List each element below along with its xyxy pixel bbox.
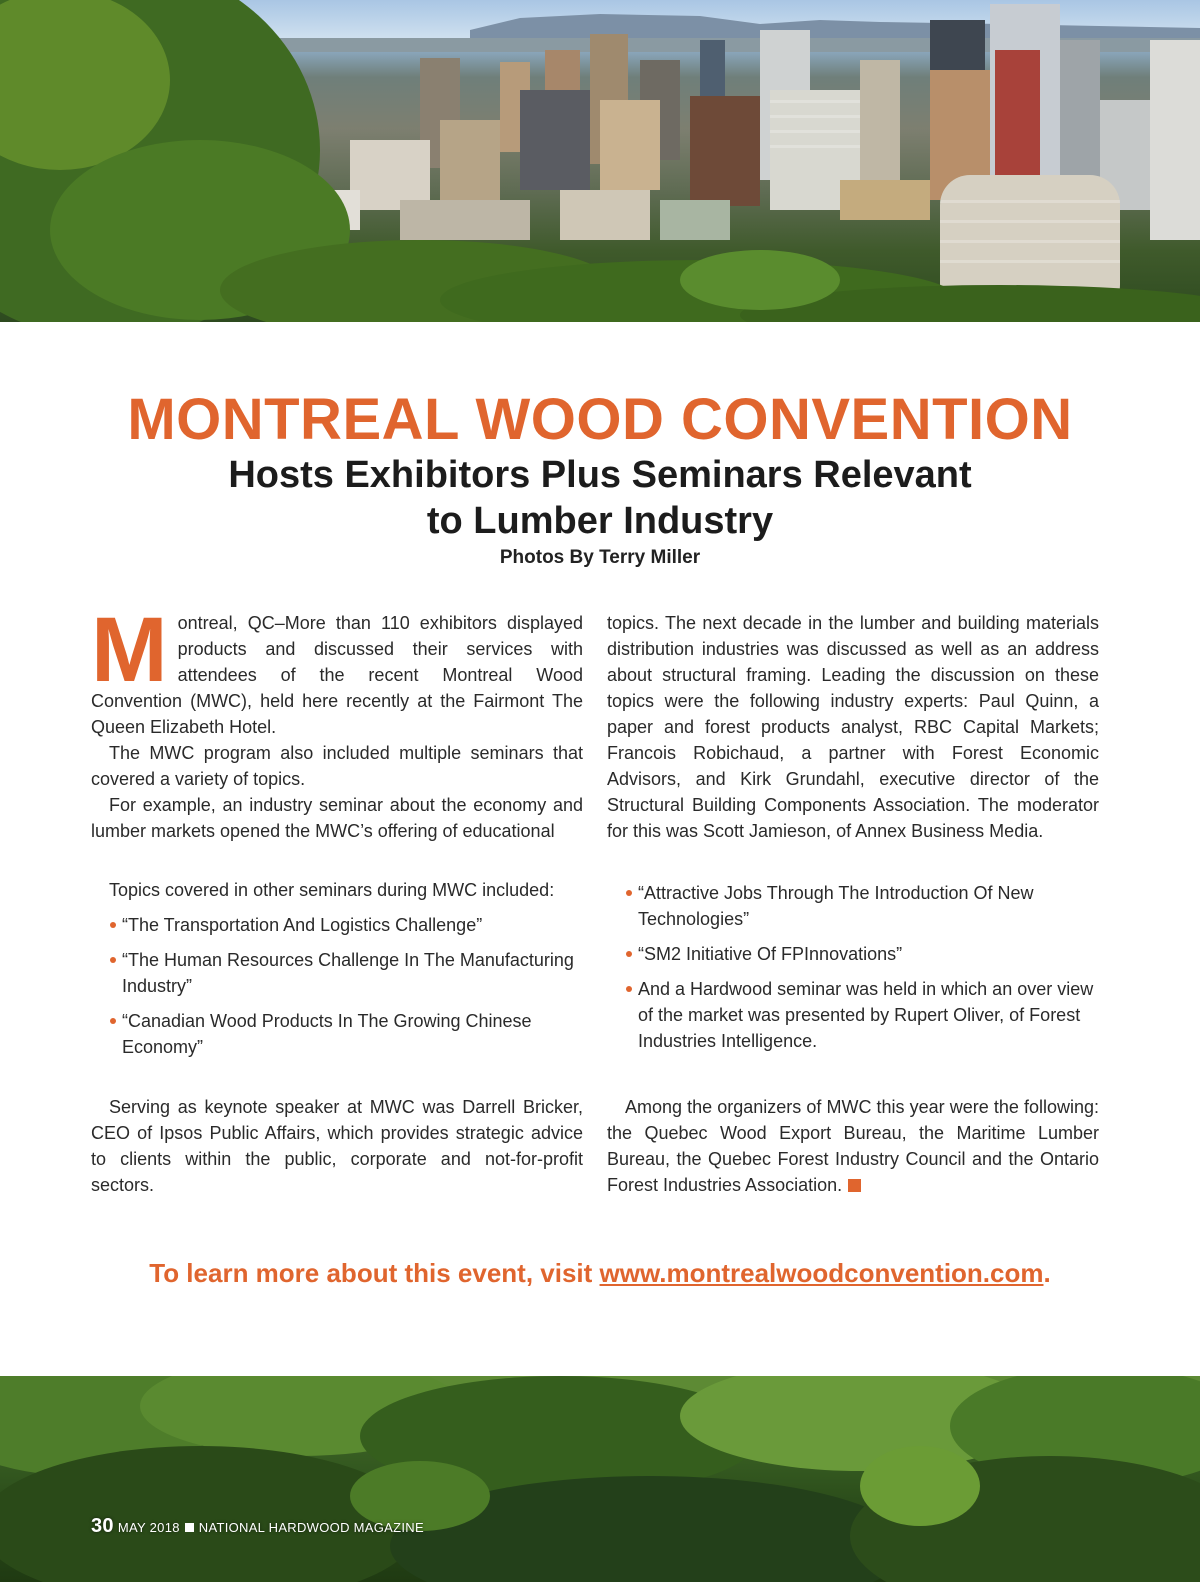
article-column-right (607, 610, 1099, 844)
paragraph-intro: ontreal, QC–More than 110 exhibitors displayed products and discussed their services with attendees of the recent Montreal Wood Convention (MWC), held here recently at the Fairmont The Queen Elizabeth Hotel. (91, 613, 583, 737)
article-column-bottom-left (91, 1094, 583, 1198)
photo-credit: Photos By Terry Miller (499, 547, 701, 568)
paragraph-keynote: Serving as keynote speaker at MWC was Darrell Bricker, CEO of Ipsos Public Affairs, which provides strategic advice to clients within the public, corporate and not-for-profit sectors. (91, 1097, 583, 1195)
issue-date: MAY 2018 (117, 1520, 180, 1535)
page-number: 30 (91, 1515, 114, 1537)
paragraph-topics: topics. The next decade in the lumber and building materials distribution industries was discussed as well as an address about structural framing. Leading the discussion on these topics were the following industry experts: Paul Quinn, a paper and forest products analyst, RBC Capital Markets; Francois Robichaud, a partner with Forest Economic Advisors, and Kirk Grundahl, executive director of the Structural Building Components Association. The moderator for this was Scott Jamieson, of Annex Business Media. (607, 613, 1099, 841)
cta-prefix: To learn more about this event, visit (149, 1258, 600, 1288)
list-item: “The Human Resources Challenge In The Manufacturing Industry” (109, 947, 589, 999)
cta-suffix: . (1043, 1258, 1051, 1288)
list-item: “SM2 Initiative Of FPInnovations” (625, 941, 1095, 967)
page-folio (91, 1515, 424, 1538)
paragraph-organizers: Among the organizers of MWC this year were the following: the Quebec Wood Export Bureau, the Maritime Lumber Bureau, the Quebec Forest Industry Council and the Ontario Forest Industries Association. (607, 1097, 1099, 1195)
article-column-bottom-right (607, 1094, 1099, 1198)
list-intro: Topics covered in other seminars during MWC included: (109, 880, 555, 900)
separator-square-icon (185, 1523, 194, 1532)
skyline-illustration (0, 0, 1200, 322)
paragraph-seminars: The MWC program also included multiple seminars that covered a variety of topics. (91, 743, 583, 789)
list-item: And a Hardwood seminar was held in which an over view of the market was presented by Rupert Oliver, of Forest Industries Intelligence. (625, 976, 1095, 1054)
article-title: MONTREAL WOOD CONVENTION (127, 387, 1073, 452)
drop-cap: M (91, 599, 168, 701)
end-mark-icon (848, 1179, 861, 1192)
publication-name: NATIONAL HARDWOOD MAGAZINE (198, 1520, 424, 1535)
list-item: “The Transportation And Logistics Challenge” (109, 912, 589, 938)
paragraph-example: For example, an industry seminar about the economy and lumber markets opened the MWC’s offering of educational (91, 795, 583, 841)
article-subtitle (150, 452, 1050, 544)
subtitle-line-1: Hosts Exhibitors Plus Seminars Relevant (228, 454, 972, 496)
event-website-link[interactable]: www.montrealwoodconvention.com (599, 1258, 1044, 1288)
article-column-left (91, 599, 583, 844)
foliage-photo (0, 1376, 1200, 1582)
list-item: “Attractive Jobs Through The Introduction Of New Technologies” (625, 880, 1095, 932)
foliage-illustration (0, 1376, 1200, 1582)
city-skyline-photo (0, 0, 1200, 322)
subtitle-line-2: to Lumber Industry (426, 500, 774, 542)
seminar-list-right (625, 880, 1095, 1063)
seminar-list-left (109, 877, 589, 1069)
call-to-action (0, 1258, 1200, 1289)
list-item: “Canadian Wood Products In The Growing Chinese Economy” (109, 1008, 589, 1060)
